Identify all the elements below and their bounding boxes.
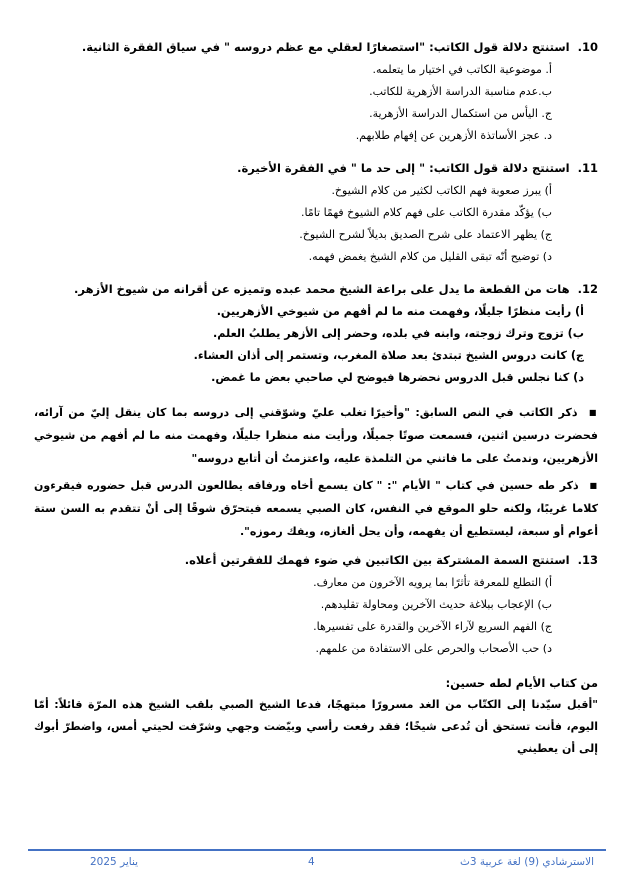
question-12 bbox=[34, 280, 598, 389]
question-10 bbox=[34, 38, 598, 147]
option-a: أ) رأيت منظرًا جليلًا، وفهمت منه ما لم أفهم من شيوخي الأزهريين. bbox=[216, 305, 584, 318]
page-footer bbox=[0, 856, 634, 872]
bullet-quote: " كان يسمع أخاه ورفاقه يطالعون الدرس قبل حضوره فيقرءون كلاما غريبًا، ولكنه حلو الموقع في النفس، كان الصبي يسمعه فيتحرّق شوقًا إلى أنْ تتقدم به السن ستة أعوام أو سبعة، ليستطيع أن يفهمه، وأن يحل ألغازه، ويفك رموزه". bbox=[34, 479, 598, 538]
question-stem: هات من القطعة ما يدل على براعة الشيخ محمد عبده وتميزه عن أقرانه من شيوخ الأزهر. bbox=[74, 282, 570, 296]
option-d: د) حب الأصحاب والحرص على الاستفادة من علمهم. bbox=[315, 642, 552, 655]
bullet-square-icon: ■ bbox=[589, 481, 598, 490]
option-a: أ. موضوعية الكاتب في اختيار ما يتعلمه. bbox=[372, 63, 552, 76]
question-12-options bbox=[34, 301, 598, 389]
quote-bullet-2 bbox=[34, 474, 598, 543]
option-c: ج) يظهر الاعتماد على شرح الصديق بديلاً لشرح الشيوخ. bbox=[299, 228, 552, 241]
question-11 bbox=[34, 159, 598, 268]
source-excerpt: "أقبل سيّدنا إلى الكتّاب من الغد مسرورًا مبتهجًا، فدعا الشيخ الصبي بلقب الشيخ هذه المرّة قائلاً: أمّا اليوم، فأنت تستحق أن تُدعى شيخًا؛ فقد رفعت رأسي وبيّضت وجهي وشرّفت لحيتي أمس، واضطرّ أبوك إلى أن يعطيني bbox=[34, 698, 598, 755]
option-b: ب) الإعجاب ببلاغة حديث الآخرين ومحاولة تقليدهم. bbox=[320, 598, 552, 611]
page-content bbox=[34, 38, 598, 760]
question-10-text bbox=[34, 38, 598, 56]
question-stem: استنتج دلالة قول الكاتب: " إلى حد ما " في الفقرة الأخيرة. bbox=[237, 161, 570, 175]
page-number: 4 bbox=[308, 856, 315, 868]
option-b: ب) تزوج وترك زوجته، وابنه في بلده، وحضر إلى الأزهر يطلبُ العلم. bbox=[213, 327, 584, 340]
option-d: د. عجز الأساتذة الأزهرين عن إفهام طلابهم. bbox=[355, 129, 552, 142]
question-number: 12. bbox=[577, 282, 598, 296]
bullet-quote: "وأخيرًا تغلب عليّ وشوّقني إلى دروسه بما كان ينقل إليّ من آرائه، فحضرت درسين اثنين، فسمعت صوتًا جميلًا، ورأيت منه منظرا جليلًا، وفهمت منه ما لم أفهم من شيوخي الأزهريين، وندمتُ على ما فاتني من التلمذة عليه، واعتزمتُ أن أتابع دروسه" bbox=[34, 406, 598, 465]
footer-divider bbox=[28, 849, 606, 851]
question-12-text bbox=[34, 280, 598, 298]
question-13-text bbox=[34, 551, 598, 569]
question-13 bbox=[34, 551, 598, 660]
question-11-text bbox=[34, 159, 598, 177]
footer-date: يناير 2025 bbox=[90, 856, 139, 868]
bullet-square-icon: ■ bbox=[588, 408, 598, 417]
question-11-options bbox=[34, 180, 598, 268]
bullet-lead: ذكر الكاتب في النص السابق: bbox=[415, 406, 578, 419]
option-c: ج. اليأس من استكمال الدراسة الأزهرية. bbox=[369, 107, 552, 120]
quote-bullet-1 bbox=[34, 401, 598, 470]
question-number: 13. bbox=[577, 553, 598, 567]
option-b: ب.عدم مناسبة الدراسة الأزهرية للكاتب. bbox=[369, 85, 552, 98]
option-a: أ) التطلع للمعرفة تأثرًا بما يرويه الآخرون من معارف. bbox=[313, 576, 552, 589]
option-c: ج) كانت دروس الشيخ تبتدئ بعد صلاة المغرب، وتستمر إلى أذان العشاء. bbox=[193, 349, 584, 362]
question-13-options bbox=[34, 572, 598, 660]
option-a: أ) يبرز صعوبة فهم الكاتب لكثير من كلام الشيوخ. bbox=[331, 184, 552, 197]
question-number: 11. bbox=[577, 161, 598, 175]
option-d: د) كنا نجلس قبل الدروس نحضرها فيوضح لي صاحبي بعض ما غمض. bbox=[211, 371, 584, 384]
footer-exam-title: الاسترشادي (9) لغة عربية 3ث bbox=[459, 856, 594, 868]
option-c: ج) الفهم السريع لآراء الآخرين والقدرة على تفسيرها. bbox=[313, 620, 552, 633]
source-title: من كتاب الأيام لطه حسين: bbox=[445, 676, 598, 690]
option-d: د) توضيح أنّه تبقى القليل من كلام الشيخ يغمض فهمه. bbox=[308, 250, 552, 263]
question-stem: استنتج دلالة قول الكاتب: "استصغارًا لعقلي مع عظم دروسه " في سياق الفقرة الثانية. bbox=[81, 40, 570, 54]
question-stem: استنتج السمة المشتركة بين الكاتبين في ضوء فهمك للفقرتين أعلاه. bbox=[184, 553, 570, 567]
bullet-lead: ذكر طه حسين في كتاب " الأيام ": bbox=[387, 479, 579, 492]
question-10-options bbox=[34, 59, 598, 147]
question-number: 10. bbox=[577, 40, 598, 54]
option-b: ب) يؤكّد مقدرة الكاتب على فهم كلام الشيوخ فهمًا تامًا. bbox=[300, 206, 552, 219]
